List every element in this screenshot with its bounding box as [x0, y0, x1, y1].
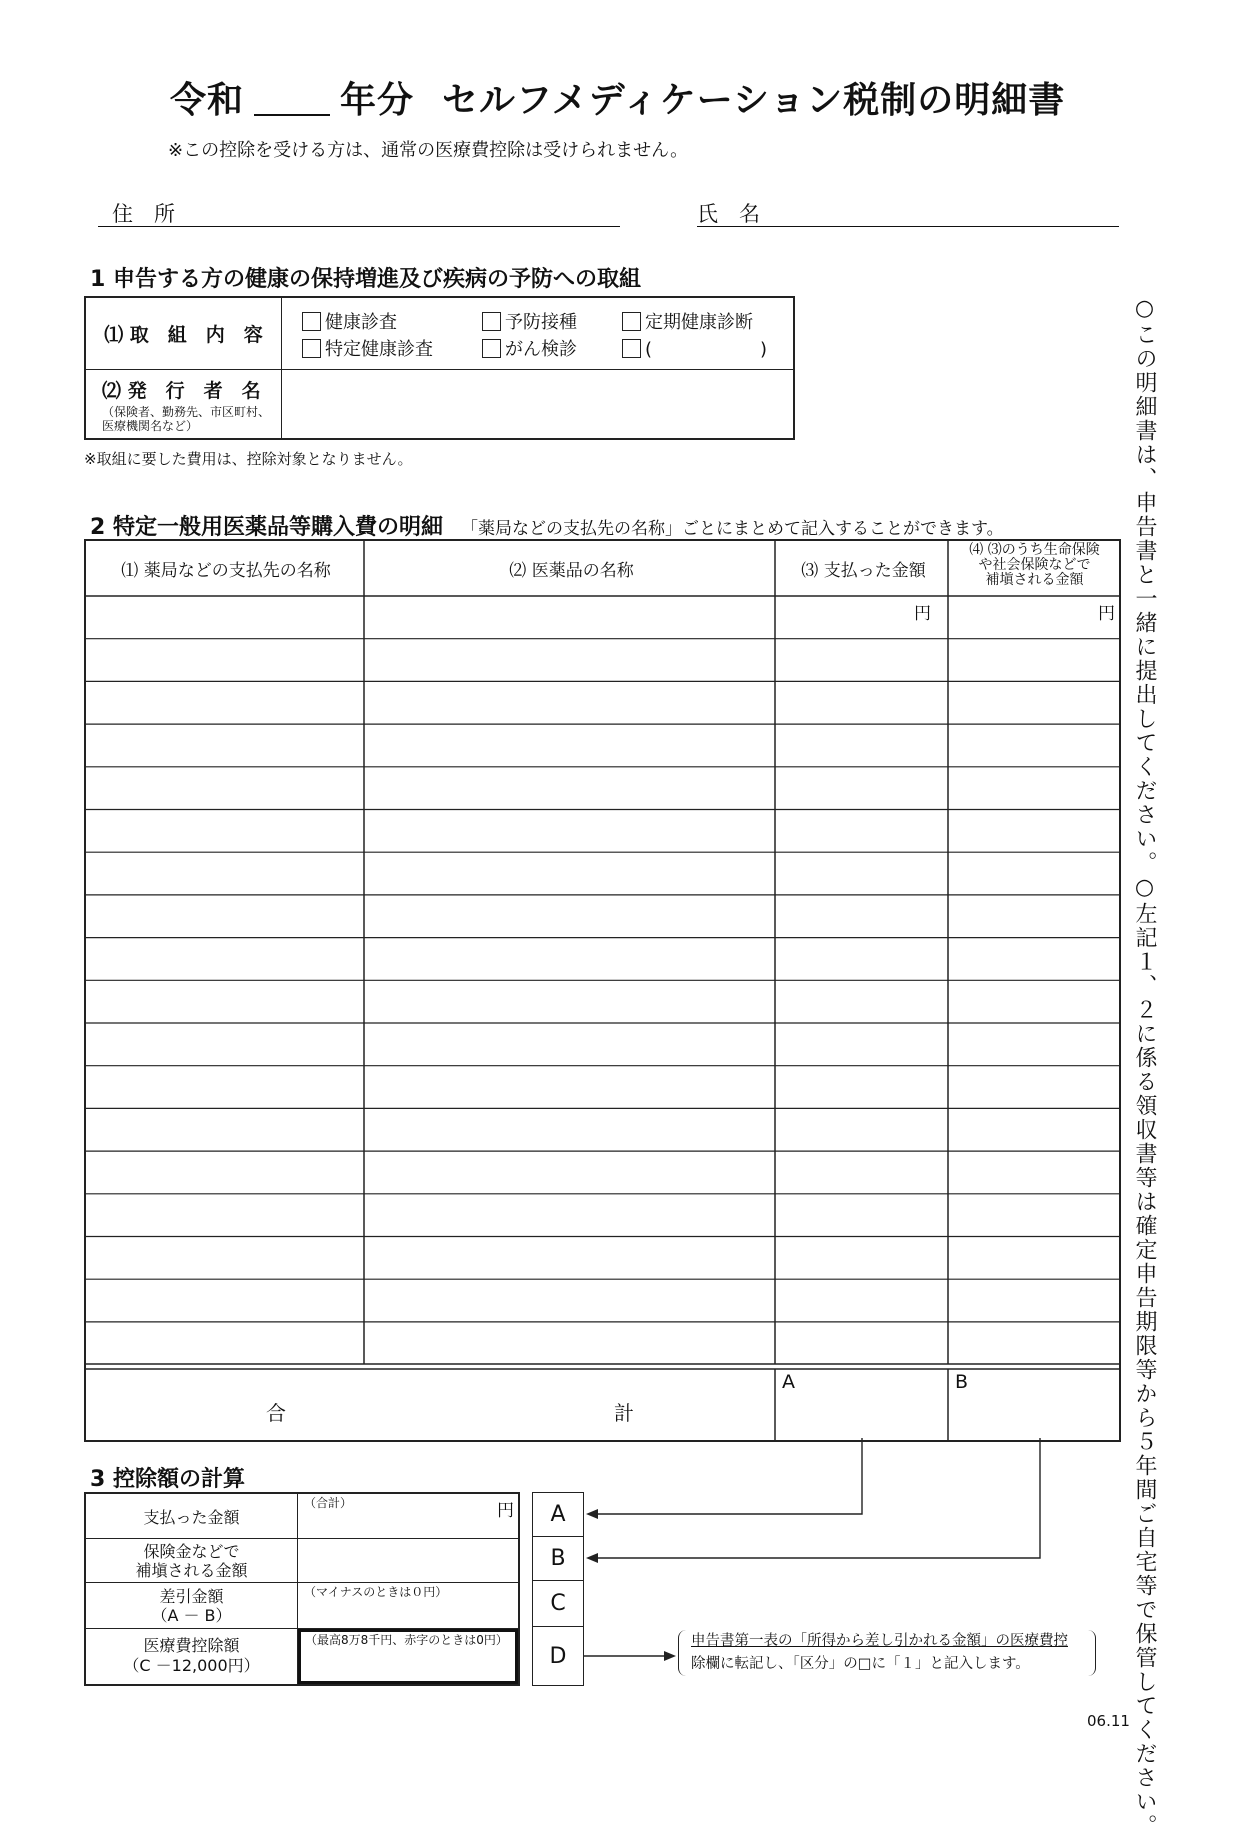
section1-footnote: ※取組に要した費用は、控除対象となりません。 [84, 450, 413, 468]
col-header-reimbursed: ⑷ ⑶のうち生命保険 や社会保険などで 補塡される金額 [969, 542, 1100, 588]
total-label-left: 合 [266, 1401, 286, 1425]
total-b-marker: B [955, 1371, 969, 1393]
exclusion-note: ※この控除を受ける方は、通常の医療費控除は受けられません。 [168, 140, 689, 161]
issuer-sublabel: （保険者、勤務先、市区町村、医療機関名など） [102, 405, 271, 433]
calc-field-deduction[interactable]: （最高8万8千円、赤字のときは0円） [298, 1629, 518, 1684]
letter-b: B [532, 1537, 584, 1581]
yen-unit-paid: 円 [914, 604, 931, 624]
arrow-b-head [586, 1553, 598, 1563]
activity-label: ⑴ 取 組 内 容 [86, 298, 282, 370]
letter-d: D [532, 1627, 584, 1686]
letter-a: A [532, 1492, 584, 1537]
total-a-marker: A [782, 1371, 795, 1393]
col-header-pharmacy: ⑴ 薬局などの支払先の名称 [121, 561, 331, 581]
option-vaccination[interactable]: 予防接種 [482, 308, 577, 334]
calc-label-net: 差引金額 （A － B） [86, 1583, 298, 1629]
calc-field-net[interactable]: （マイナスのときは０円） [298, 1583, 518, 1629]
title-year-suffix: 年分 [340, 80, 415, 121]
title-main: セルフメディケーション税制の明細書 [442, 80, 1066, 121]
yen-unit-reimbursed: 円 [1098, 604, 1115, 624]
col-header-medicine: ⑵ 医薬品の名称 [509, 561, 634, 581]
option-regular-checkup[interactable]: 定期健康診断 [622, 308, 753, 334]
calc-label-reimbursed: 保険金などで 補塡される金額 [86, 1539, 298, 1583]
option-cancer-screening[interactable]: がん検診 [482, 335, 577, 361]
form-code: 06.11 [1087, 1712, 1130, 1730]
arrow-a-head [586, 1509, 598, 1519]
title-prefix: 令和 [170, 80, 245, 121]
address-label: 住 所 [112, 202, 175, 226]
calc-field-paid[interactable]: （合計） 円 [298, 1494, 518, 1539]
letter-c: C [532, 1581, 584, 1627]
side-note: ○この明細書は、申告書と一緒に提出してください。○左記１、２に係る領収書等は確定申告期限等から５年間ご自宅等で保管してください。 [1132, 296, 1157, 1838]
section2-title: 2 特定一般用医薬品等購入費の明細 [90, 515, 443, 540]
col-header-paid: ⑶ 支払った金額 [801, 561, 926, 581]
issuer-label: ⑵ 発 行 者 名 [102, 380, 261, 402]
calc-label-deduction: 医療費控除額 （C －12,000円） [86, 1629, 298, 1684]
option-other[interactable]: ( ) [622, 335, 767, 361]
calc-label-paid: 支払った金額 [86, 1494, 298, 1539]
name-label: 氏 名 [697, 202, 760, 226]
section3-heading: 3 控除額の計算 [90, 1467, 245, 1492]
option-specific-checkup[interactable]: 特定健康診査 [302, 335, 433, 361]
arrow-b-line [596, 1438, 1040, 1558]
section2-subheading: 「薬局などの支払先の名称」ごとにまとめて記入することができます。 [460, 519, 1004, 539]
option-health-checkup[interactable]: 健康診査 [302, 308, 397, 334]
total-label-right: 計 [614, 1401, 634, 1425]
section1-heading: 1 申告する方の健康の保持増進及び疾病の予防への取組 [90, 267, 641, 292]
transfer-note: 申告書第一表の「所得から差し引かれる金額」の医療費控 除欄に転記し、「区分」の□に「１」と記入します。 [678, 1630, 1096, 1676]
arrow-d-head [664, 1651, 676, 1661]
arrow-a-line [596, 1438, 862, 1514]
